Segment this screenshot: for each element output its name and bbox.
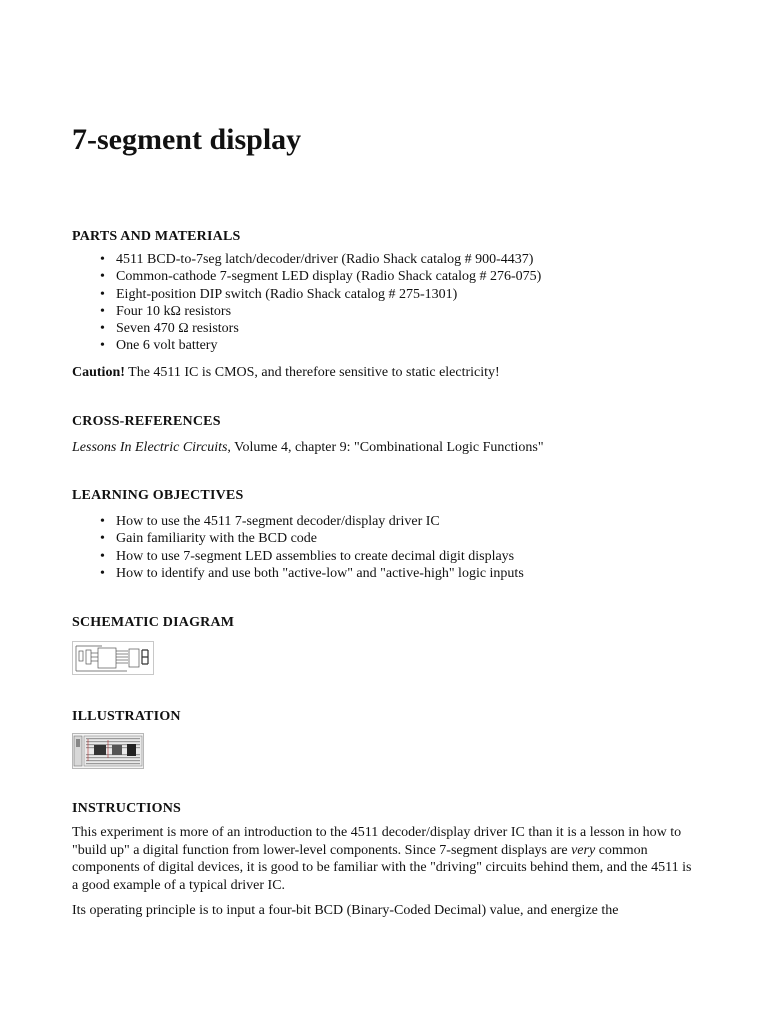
list-item: • Gain familiarity with the BCD code: [72, 530, 524, 547]
illustration-thumbnail[interactable]: [72, 733, 144, 769]
objectives-heading: LEARNING OBJECTIVES: [72, 488, 244, 503]
instructions-heading: INSTRUCTIONS: [72, 801, 181, 816]
instructions-paragraph-2: Its operating principle is to input a four-bit BCD (Binary-Coded Decimal) value, and energize the: [72, 903, 619, 918]
caution-paragraph: [72, 364, 500, 382]
cross-references-text: , Volume 4, chapter 9: "Combinational Logic Functions": [227, 440, 544, 455]
cross-references-heading: CROSS-REFERENCES: [72, 414, 221, 429]
illustration-heading: ILLUSTRATION: [72, 709, 181, 724]
schematic-diagram-thumbnail[interactable]: [72, 641, 154, 675]
list-item: • One 6 volt battery: [72, 337, 541, 354]
instructions-paragraph-1: [72, 824, 696, 894]
instructions-text: This experiment is more of an introduction to the 4511 decoder/display driver IC than it is a lesson in how to "build up" a digital function from lower-level components. Since 7-segment displays are: [72, 825, 682, 858]
cross-references-paragraph: [72, 439, 544, 457]
book-title: Lessons In Electric Circuits: [72, 440, 228, 455]
parts-heading: PARTS AND MATERIALS: [72, 229, 241, 244]
list-item: • Four 10 kΩ resistors: [72, 303, 541, 320]
objectives-list: [72, 513, 524, 582]
emphasis-text: very: [571, 842, 596, 858]
list-item: • How to use 7-segment LED assemblies to create decimal digit displays: [72, 548, 524, 565]
schematic-heading: SCHEMATIC DIAGRAM: [72, 615, 235, 630]
instructions-text: common components of digital devices, it is good to be familiar with the "driving" circuits behind them, and the 4511 is a good example of a typical driver IC.: [72, 842, 692, 893]
page-title: 7-segment display: [72, 123, 302, 156]
list-item: • How to identify and use both "active-low" and "active-high" logic inputs: [72, 565, 524, 582]
list-item: • Eight-position DIP switch (Radio Shack catalog # 275-1301): [72, 286, 541, 303]
list-item: • 4511 BCD-to-7seg latch/decoder/driver (Radio Shack catalog # 900-4437): [72, 251, 541, 268]
list-item: • Seven 470 Ω resistors: [72, 320, 541, 337]
caution-text: The 4511 IC is CMOS, and therefore sensitive to static electricity!: [124, 365, 500, 380]
list-item: • Common-cathode 7-segment LED display (Radio Shack catalog # 276-075): [72, 268, 541, 285]
parts-list: [72, 251, 541, 355]
list-item: • How to use the 4511 7-segment decoder/display driver IC: [72, 513, 524, 530]
caution-label: Caution!: [72, 365, 125, 380]
